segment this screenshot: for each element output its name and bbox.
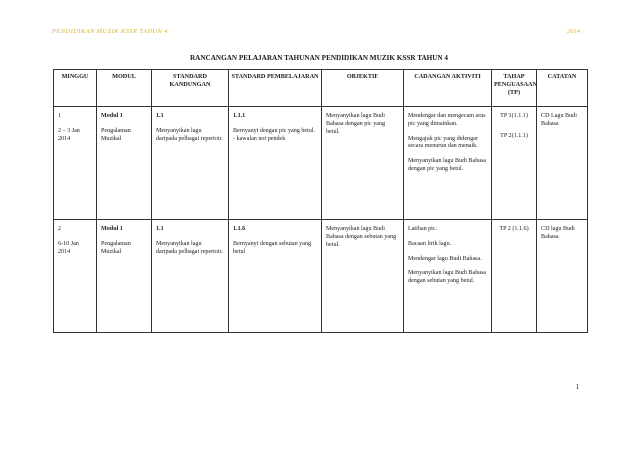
objective-text: Menyanyikan lagu Budi Bahasa dengan pic yang betul. [326,113,386,135]
cell-tahap-penguasaan [492,107,537,220]
sk-text: Menyanyikan lagu daripada pelbagai repertoir. [156,240,223,255]
tp-item: TP 2(1.1.1) [500,132,528,139]
cell-objektif [322,107,404,220]
tp-item: TP 2 (1.1.6) [499,226,529,232]
note-text: CD Lagu Budi Bahasa [541,113,577,127]
cell-cadangan-aktiviti [404,107,492,220]
week-date: 6-10 Jan 2014 [58,240,79,255]
cell-cadangan-aktiviti [404,220,492,333]
module-subtitle: Pengalaman Muzikal [101,240,131,255]
sk-text: Menyanyikan lagu daripada pelbagai repertoir. [156,127,223,142]
table-row [54,107,588,220]
activity-item: Mendengar lagu Budi Bahasa. [408,255,482,262]
col-header-objektif: OBJEKTIF [322,70,404,107]
sp-text: Bernyanyi dengan pic yang betul. [233,127,316,134]
sk-code: 1.1 [156,226,164,232]
col-header-cadangan-aktiviti: CADANGAN AKTIVITI [404,70,492,107]
module-title: Modul 1 [101,113,123,119]
col-header-tahap-penguasaan: TAHAP PENGUASAAN (TP) [492,70,537,107]
note-text: CD lagu Budi Bahasa [541,226,575,240]
sp-code: 1.1.6 [233,226,246,232]
col-header-catatan: CATATAN [537,70,588,107]
page-number: 1 [575,384,579,391]
cell-standard-pembelajaran [229,220,322,333]
week-number: 2 [58,226,62,232]
sp-code: 1.1.1 [233,113,246,119]
week-number: 1 [58,113,62,119]
activity-item: Latihan pic. [408,226,438,232]
document-title: RANCANGAN PELAJARAN TAHUNAN PENDIDIKAN MUZIK KSSR TAHUN 4 [189,54,449,62]
activity-item: Bacaan lirik lagu. [408,240,452,247]
objective-text: Menyanyikan lagu Budi Bahasa dengan sebutan yang betul. [326,226,397,248]
sk-code: 1.1 [156,113,164,119]
lesson-plan-table [53,69,588,333]
cell-modul [97,220,152,333]
module-title: Modul 1 [101,226,123,232]
col-header-minggu: MINGGU [54,70,97,107]
week-date: 2 – 3 Jan 2014 [58,127,80,142]
cell-standard-kandungan [152,107,229,220]
activity-item: Menyanyikan lagu Budi Bahasa dengan sebutan yang betul. [408,270,487,285]
col-header-standard-pembelajaran: STANDARD PEMBELAJARAN [229,70,322,107]
running-header-year: 2014 [567,28,580,35]
col-header-modul: MODUL [97,70,152,107]
cell-standard-pembelajaran [229,107,322,220]
activity-item: Mendengar dan mengecam arus pic yang dimainkan. [408,113,486,127]
cell-catatan [537,107,588,220]
table-row [54,220,588,333]
sp-text: Bernyanyi dengan sebutan yang betul [233,240,312,255]
cell-objektif [322,220,404,333]
col-header-standard-kandungan: STANDARD KANDUNGAN [152,70,229,107]
cell-modul [97,107,152,220]
cell-standard-kandungan [152,220,229,333]
module-subtitle: Pengalaman Muzikal [101,127,131,142]
table-header-row [54,70,588,107]
activity-item: Menyanyikan lagu Budi Bahasa dengan pic yang betul. [408,158,487,172]
cell-catatan [537,220,588,333]
cell-minggu [54,220,97,333]
tp-item: TP 1(1.1.1) [500,113,528,119]
running-header-title: PENDIDIKAN MUZIK KSSR TAHUN 4 [52,28,168,35]
cell-minggu [54,107,97,220]
activity-item: Mengajuk pic yang didengar secara menurun dan menaik. [408,135,478,150]
sp-note: - kawalan not pendek [233,135,286,142]
cell-tahap-penguasaan [492,220,537,333]
